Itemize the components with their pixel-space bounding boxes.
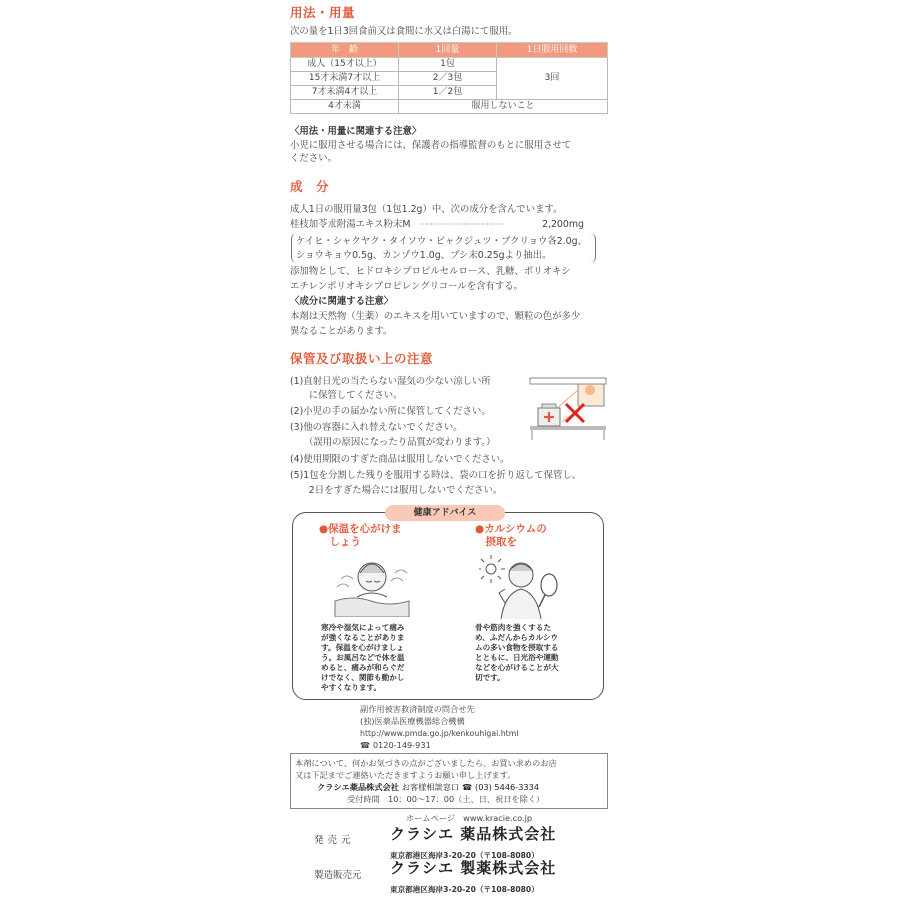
manufacturer-address: 東京都港区海岸3-20-20（〒108-8080） bbox=[390, 885, 539, 894]
row-dose: 1包 bbox=[399, 58, 497, 72]
advice-left-text: やすくなります。 bbox=[321, 683, 382, 692]
advice-right-text: などを心がけることが大 bbox=[475, 663, 559, 672]
manufacturer-name: クラシエ 製薬株式会社 bbox=[390, 859, 557, 877]
dosage-table bbox=[290, 42, 608, 114]
advice-left-text: けでなく、関節も動かし bbox=[321, 673, 405, 682]
phone-icon: ☎ bbox=[360, 740, 371, 750]
storage-line: （誤用の原因になったり品質が変わります。） bbox=[290, 437, 496, 448]
advice-right-heading: 摂取を bbox=[475, 536, 517, 548]
advice-right-text: 切です。 bbox=[475, 673, 505, 682]
seller-name: クラシエ 薬品株式会社 bbox=[390, 825, 557, 843]
advice-left-text: す。保温を心がけましょ bbox=[321, 643, 404, 652]
table-row bbox=[291, 100, 608, 114]
relief-phone-row bbox=[360, 740, 431, 752]
storage-line: (3)他の容器に入れ替えないでください。 bbox=[290, 422, 463, 433]
ingredients-intro: 成人1日の服用量3包（1包1.2g）中、次の成分を含んでいます。 bbox=[290, 204, 563, 215]
health-advice-box bbox=[292, 508, 604, 700]
inquiry-line: 本剤について、何かお気づきの点がございましたら、お買い求めのお店 bbox=[295, 758, 557, 768]
usage-notes-line: ください。 bbox=[290, 153, 337, 164]
inquiry-phone: (03) 5446-3334 bbox=[475, 782, 540, 792]
advice-right-text: め、ふだんからカルシウ bbox=[475, 633, 559, 642]
seller-address: 東京都港区海岸3-20-20（〒108-8080） bbox=[390, 851, 539, 860]
advice-left-heading: しょう bbox=[319, 536, 361, 548]
storage-line: (4)使用期限のすぎた商品は服用しないでください。 bbox=[290, 454, 510, 465]
advice-right-text: 骨や筋肉を強くするた bbox=[475, 623, 551, 632]
storage-line: (2)小児の手の届かない所に保管してください。 bbox=[290, 406, 491, 417]
row-age: 7才未満4才以上 bbox=[291, 86, 399, 100]
relief-phone: 0120-149-931 bbox=[372, 740, 431, 750]
relief-url[interactable]: http://www.pmda.go.jp/kenkouhigai.html bbox=[360, 729, 519, 738]
usage-intro: 次の量を1日3回食前又は食間に水又は白湯にて服用。 bbox=[290, 26, 518, 37]
inquiry-desk: お客様相談窓口 bbox=[401, 782, 460, 792]
homepage[interactable]: ホームページ www.kracie.co.jp bbox=[406, 813, 533, 823]
usage-heading: 用法・用量 bbox=[290, 5, 356, 20]
advice-left-heading: ●保温を心がけま bbox=[319, 523, 402, 535]
phone-icon: ☎ bbox=[461, 782, 473, 792]
ingredients-notes-heading: 〈成分に関連する注意〉 bbox=[290, 296, 394, 307]
header-times: 1日服用回数 bbox=[497, 43, 608, 58]
row-age: 成人（15才以上） bbox=[291, 58, 399, 72]
ingredients-heading: 成 分 bbox=[290, 179, 330, 194]
herbs-line: ケイヒ・シャクヤク・タイソウ・ビャクジュツ・ブクリョウ各2.0g、 bbox=[296, 236, 587, 247]
advice-title: 健康アドバイス bbox=[385, 505, 505, 521]
dosage-table-header bbox=[291, 43, 608, 58]
advice-right-heading: ●カルシウムの bbox=[475, 523, 547, 535]
advice-left-text: めると、痛みが和らぐだ bbox=[321, 663, 405, 672]
extract-leader-dots: ································· bbox=[420, 220, 504, 229]
storage-line: (5)1包を分割した残りを服用する時は、袋の口を折り返して保管し、 bbox=[290, 470, 582, 481]
inquiry-box bbox=[290, 753, 608, 809]
seller-role: 発売元 bbox=[314, 835, 355, 846]
row-note: 服用しないこと bbox=[399, 100, 608, 114]
row-dose: 2／3包 bbox=[399, 72, 497, 86]
package-insert bbox=[288, 0, 610, 900]
inquiry-line: 又は下記までご連絡いただきますようお願い申し上げます。 bbox=[295, 770, 516, 780]
row-dose: 1／2包 bbox=[399, 86, 497, 100]
header-age: 年 齢 bbox=[291, 43, 399, 58]
inquiry-contact-row bbox=[317, 782, 539, 794]
relief-line: (独)医薬品医療機器総合機構 bbox=[360, 716, 465, 726]
ingredients-notes-line: 本剤は天然物（生薬）のエキスを用いていますので、顆粒の色が多少 bbox=[290, 311, 581, 322]
usage-notes-heading: 〈用法・用量に関連する注意〉 bbox=[290, 126, 422, 137]
usage-notes-line: 小児に服用させる場合には、保護者の指導監督のもとに服用させて bbox=[290, 140, 572, 151]
manufacturer-role: 製造販売元 bbox=[314, 870, 362, 881]
advice-left-text: 寒冷や湿気によって痛み bbox=[321, 623, 405, 632]
storage-line: (1)直射日光の当たらない湿気の少ない涼しい所 bbox=[290, 376, 491, 387]
additives-line: エチレンポリオキシプロピレングリコールを含有する。 bbox=[290, 281, 523, 292]
header-dose: 1回量 bbox=[399, 43, 497, 58]
storage-line: に保管してください。 bbox=[290, 390, 403, 401]
row-times: 3回 bbox=[497, 58, 608, 100]
row-age: 4才未満 bbox=[291, 100, 399, 114]
row-age: 15才未満7才以上 bbox=[291, 72, 399, 86]
ingredients-notes-line: 異なることがあります。 bbox=[290, 326, 393, 337]
advice-right-text: ムの多い食物を摂取する bbox=[475, 643, 559, 652]
additives-line: 添加物として、ヒドロキシプロピルセルロース、乳糖、ポリオキシ bbox=[290, 266, 571, 277]
inquiry-company: クラシエ薬品株式会社 bbox=[317, 782, 399, 792]
advice-left-text: う。お風呂などで体を温 bbox=[321, 653, 405, 662]
extract-name: 桂枝加苓朮附湯エキス粉末M bbox=[290, 219, 411, 230]
herbs-line: ショウキョウ0.5g、カンゾウ1.0g、ブシ末0.25gより抽出。 bbox=[296, 250, 552, 261]
sunlight-warning-illustration-icon bbox=[528, 376, 608, 440]
advice-left-text: が強くなることがありま bbox=[321, 633, 405, 642]
storage-line: 2日をすぎた場合には服用しないでください。 bbox=[290, 485, 503, 496]
extract-amount: 2,200mg bbox=[542, 219, 584, 230]
inquiry-hours: 受付時間 10：00〜17：00（土、日、祝日を除く） bbox=[347, 794, 545, 804]
advice-right-text: とともに、日光浴や運動 bbox=[475, 653, 559, 662]
bathing-woman-icon bbox=[333, 553, 411, 617]
table-row bbox=[291, 58, 608, 72]
relief-line: 副作用被害救済制度の問合せ先 bbox=[360, 704, 475, 714]
man-sunlight-exercise-icon bbox=[479, 553, 561, 619]
storage-heading: 保管及び取扱い上の注意 bbox=[290, 351, 434, 366]
